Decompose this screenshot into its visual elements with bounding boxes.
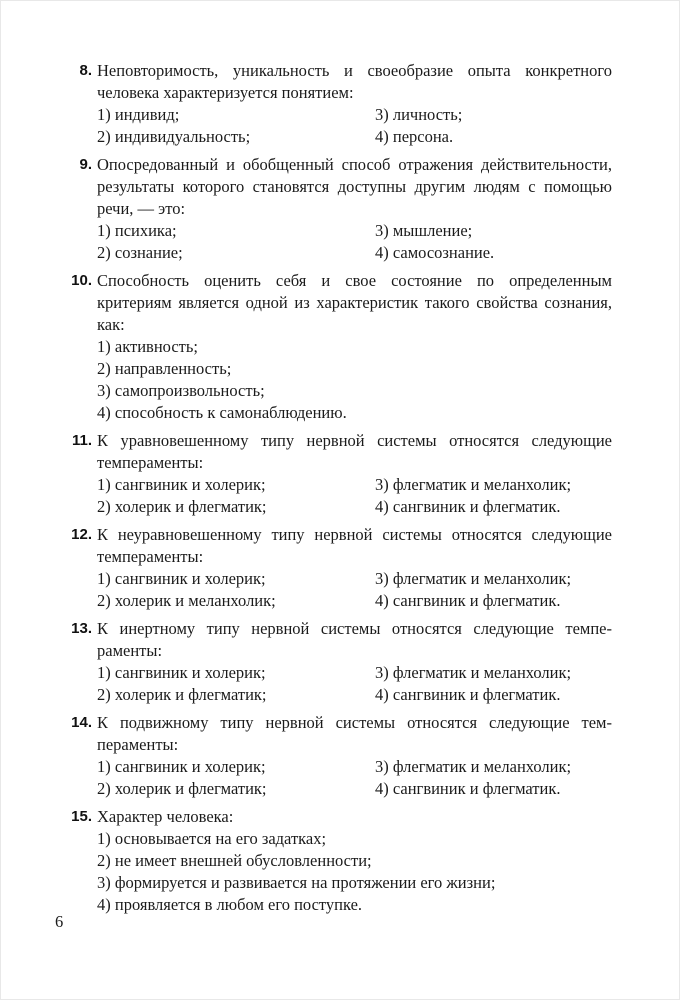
question-text: К неуравновешенному типу нервной системы относятся следующие темпераменты: bbox=[97, 525, 612, 566]
answer-options bbox=[97, 828, 612, 916]
answer-option: 1) активность; bbox=[97, 337, 198, 356]
question bbox=[71, 524, 612, 612]
answer-option: 3) самопроизвольность; bbox=[97, 381, 265, 400]
answer-option: 3) флегматик и меланхолик; bbox=[375, 663, 572, 682]
question-number: 12. bbox=[71, 526, 92, 543]
answer-option: 4) сангвиник и флегматик. bbox=[375, 591, 561, 610]
question bbox=[71, 430, 612, 518]
answer-option: 3) мышление; bbox=[375, 221, 473, 240]
answer-options bbox=[97, 568, 612, 612]
answer-options bbox=[97, 662, 612, 706]
question-text: Способность оценить себя и свое состояние по определенным критериям является одной из характеристик такого свойства сознания, как: bbox=[97, 271, 612, 334]
question bbox=[71, 618, 612, 706]
answer-option: 1) сангвиник и холерик; bbox=[97, 475, 266, 494]
answer-option: 4) сангвиник и флегматик. bbox=[375, 497, 561, 516]
answer-option: 4) сангвиник и флегматик. bbox=[375, 779, 561, 798]
question-number: 9. bbox=[79, 156, 92, 173]
question-number: 11. bbox=[71, 432, 92, 449]
answer-option: 3) формируется и развивается на протяжении его жизни; bbox=[97, 873, 496, 892]
answer-option: 1) сангвиник и холерик; bbox=[97, 663, 266, 682]
answer-option: 4) сангвиник и флегматик. bbox=[375, 685, 561, 704]
question-number: 8. bbox=[79, 62, 92, 79]
answer-option: 4) способность к самонаблюдению. bbox=[97, 403, 347, 422]
question-text: К подвижному типу нервной системы относятся следующие темпераменты: bbox=[97, 713, 612, 754]
answer-option: 3) флегматик и меланхолик; bbox=[375, 569, 572, 588]
answer-options bbox=[97, 220, 612, 264]
answer-option: 2) сознание; bbox=[97, 243, 183, 262]
answer-option: 2) холерик и меланхолик; bbox=[97, 591, 276, 610]
page-number: 6 bbox=[55, 912, 64, 931]
question bbox=[79, 154, 612, 264]
answer-option: 3) флегматик и меланхолик; bbox=[375, 757, 572, 776]
answer-option: 1) психика; bbox=[97, 221, 177, 240]
question-number: 13. bbox=[71, 620, 92, 637]
answer-option: 2) холерик и флегматик; bbox=[97, 779, 267, 798]
answer-option: 1) сангвиник и холерик; bbox=[97, 569, 266, 588]
answer-option: 2) не имеет внешней обусловленности; bbox=[97, 851, 372, 870]
question-text: Неповторимость, уникальность и своеобразие опыта конкретного человека характеризуется понятием: bbox=[97, 61, 612, 102]
question-number: 14. bbox=[71, 714, 92, 731]
answer-options bbox=[97, 336, 612, 424]
answer-option: 2) направленность; bbox=[97, 359, 232, 378]
question bbox=[71, 270, 612, 424]
question bbox=[71, 712, 612, 800]
answer-option: 2) холерик и флегматик; bbox=[97, 685, 267, 704]
question-number: 10. bbox=[71, 272, 92, 289]
answer-option: 4) проявляется в любом его поступке. bbox=[97, 895, 363, 914]
question-number: 15. bbox=[71, 808, 92, 825]
answer-option: 4) самосознание. bbox=[375, 243, 495, 262]
answer-option: 2) холерик и флегматик; bbox=[97, 497, 267, 516]
answer-options bbox=[97, 104, 612, 148]
answer-option: 1) основывается на его задатках; bbox=[97, 829, 327, 848]
question-list bbox=[71, 60, 612, 922]
answer-options bbox=[97, 756, 612, 800]
question-text: Опосредованный и обобщенный способ отражения действительности, результаты которого становятся доступны другим людям с помощью речи, — это: bbox=[97, 155, 612, 218]
question-text: Характер человека: bbox=[97, 807, 234, 826]
answer-option: 1) сангвиник и холерик; bbox=[97, 757, 266, 776]
question-text: К уравновешенному типу нервной системы относятся следующие темпераменты: bbox=[97, 431, 612, 472]
answer-option: 3) личность; bbox=[375, 105, 463, 124]
answer-option: 4) персона. bbox=[375, 127, 454, 146]
question bbox=[79, 60, 612, 148]
answer-option: 2) индивидуальность; bbox=[97, 127, 251, 146]
answer-options bbox=[97, 474, 612, 518]
question bbox=[71, 806, 612, 916]
question-text: К инертному типу нервной системы относятся следующие темпераменты: bbox=[97, 619, 612, 660]
answer-option: 3) флегматик и меланхолик; bbox=[375, 475, 572, 494]
answer-option: 1) индивид; bbox=[97, 105, 180, 124]
